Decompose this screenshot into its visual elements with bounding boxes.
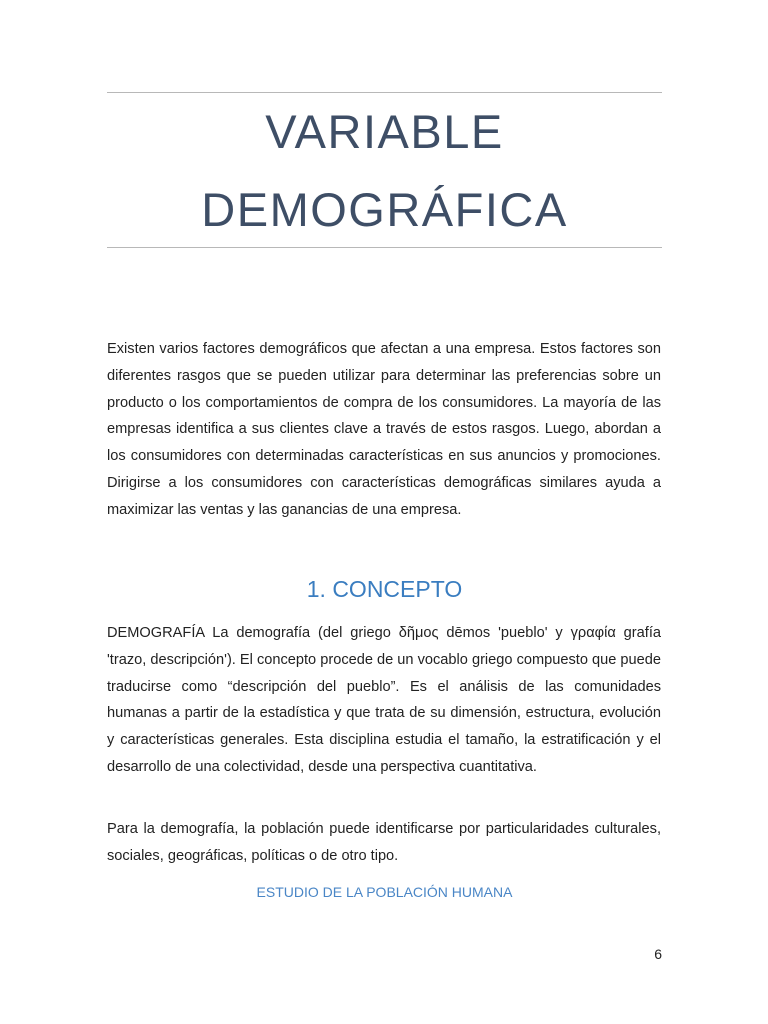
page-title-line-1: VARIABLE — [265, 105, 504, 158]
figure-caption: ESTUDIO DE LA POBLACIÓN HUMANA — [256, 884, 513, 900]
population-paragraph: Para la demografía, la población puede identificarse por particularidades culturales, sociales, geográficas, políticas o de otro tipo. — [107, 821, 661, 864]
title-top-rule — [107, 92, 662, 93]
intro-paragraph: Existen varios factores demográficos que afectan a una empresa. Estos factores son diferentes rasgos que se pueden utilizar para determinar las preferencias sobre un producto o los comportamientos de compra de los consumidores. La mayoría de las empresas identifica a sus clientes clave a través de estos rasgos. Luego, abordan a los consumidores con determinadas características en sus anuncios y promociones. Dirigirse a los consumidores con características demográficas similares ayuda a maximizar las ventas y las ganancias de una empresa. — [107, 341, 661, 518]
page-title-line-2: DEMOGRÁFICA — [201, 183, 568, 236]
concept-paragraph: DEMOGRAFÍA La demografía (del griego δῆμος dēmos 'pueblo' y γραφία grafía 'trazo, descripción'). El concepto procede de un vocablo griego compuesto que puede traducirse como “descripción del pueblo”. Es el análisis de las comunidades humanas a partir de la estadística y que trata de su dimensión, estructura, evolución y características generales. Esta disciplina estudia el tamaño, la estratificación y el desarrollo de una colectividad, desde una perspectiva cuantitativa. — [107, 625, 661, 775]
section-heading-concepto: 1. CONCEPTO — [306, 576, 463, 602]
title-bottom-rule — [107, 247, 662, 248]
page-number: 6 — [654, 946, 662, 962]
